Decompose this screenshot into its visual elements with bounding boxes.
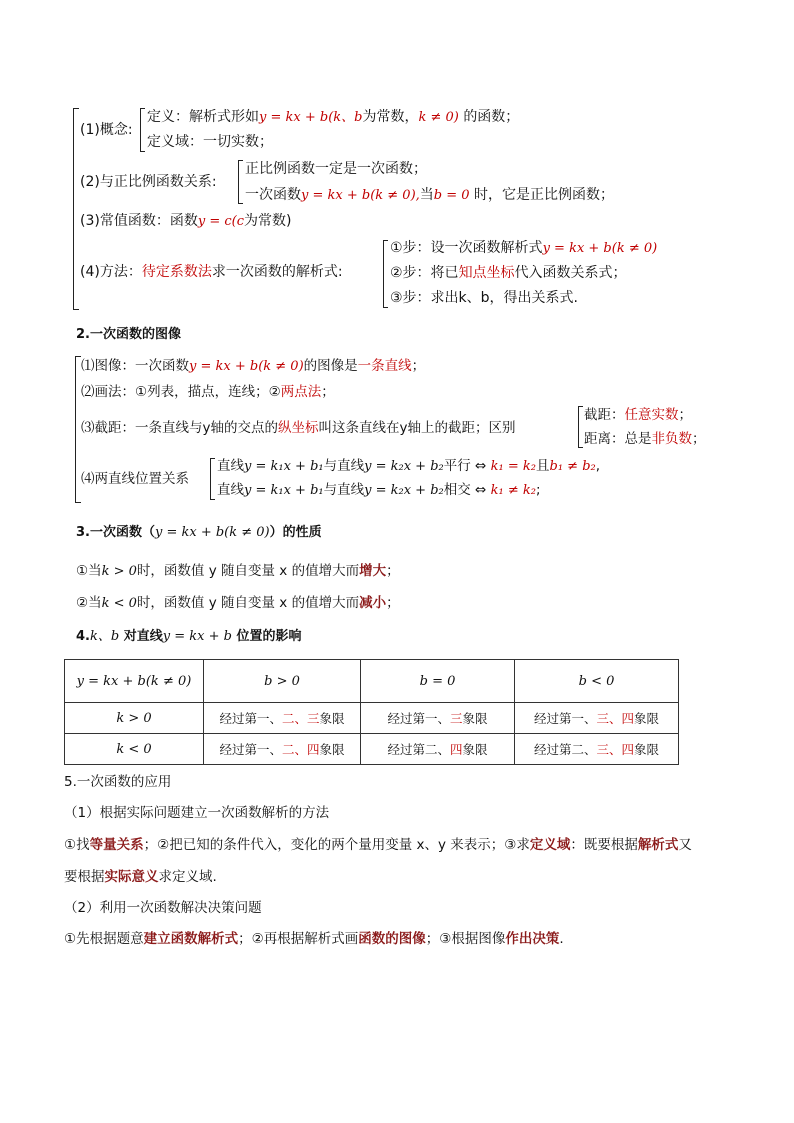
table-row [65,703,679,734]
concept-domain: 定义域：一切实数； [147,134,273,150]
table-cell: 经过第二、三、四象限 [515,734,679,765]
property-decrease: ②当k < 0时，函数值 y 随自变量 x 的值增大而减小； [76,595,400,611]
section-2-heading: 2.一次函数的图像 [76,327,181,342]
concept-label: (1)概念: [80,122,133,138]
table-cell: 经过第一、三、四象限 [515,703,679,734]
table-header-cell: y = kx + b(k ≠ 0) [65,660,204,703]
position-parallel: 直线y = k₁x + b₁与直线y = k₂x + b₂平行 ⇔ k₁ = k₂且b₁ ≠ b₂, [217,458,601,474]
proportional-line-1: 正比例函数一定是一次函数； [245,161,427,177]
method-step-1: ①步：设一次函数解析式y = kx + b(k ≠ 0) [390,240,658,256]
position-label: ⑷两直线位置关系 [81,471,189,487]
application-sub-2: （2）利用一次函数解决决策问题 [64,900,262,916]
application-line-2: 要根据实际意义求定义域. [64,869,217,885]
method-brace [383,240,388,308]
section-4-heading: 4.k、b 对直线y = kx + b 位置的影响 [76,629,302,644]
table-row [65,734,679,765]
method-step-3: ③步：求出k、b，得出关系式. [390,290,578,306]
distance-definition: 距离：总是非负数； [584,431,706,447]
proportional-label: (2)与正比例函数关系: [80,174,217,190]
intercept-brace [578,406,583,448]
proportional-line-2: 一次函数y = kx + b(k ≠ 0),当b = 0 时，它是正比例函数； [245,187,614,203]
table-header-cell: b > 0 [204,660,361,703]
table-header-cell: b < 0 [515,660,679,703]
concept-brace [140,108,145,152]
table-cell: 经过第一、三象限 [361,703,515,734]
kb-table [64,659,679,765]
method-step-2: ②步：将已知点坐标代入函数关系式； [390,265,627,281]
constant-function: (3)常值函数：函数y = c(c为常数) [80,213,292,229]
table-cell: 经过第一、二、三象限 [204,703,361,734]
application-line-3: ①先根据题意建立函数解析式；②再根据解析式画函数的图像；③根据图像作出决策. [64,931,564,947]
table-cell: 经过第一、二、四象限 [204,734,361,765]
table-cell: k > 0 [65,703,204,734]
proportional-brace [238,160,243,204]
table-header-cell: b = 0 [361,660,515,703]
property-increase: ①当k > 0时，函数值 y 随自变量 x 的值增大而增大； [76,563,400,579]
position-intersect: 直线y = k₁x + b₁与直线y = k₂x + b₂相交 ⇔ k₁ ≠ k₂; [217,482,541,498]
position-brace [210,458,215,500]
method-label: (4)方法：待定系数法求一次函数的解析式: [80,264,343,280]
section-5-heading: 5.一次函数的应用 [64,774,172,790]
concept-definition: 定义：解析式形如y = kx + b(k、b为常数，k ≠ 0) 的函数； [147,109,520,125]
application-sub-1: （1）根据实际问题建立一次函数解析的方法 [64,805,330,821]
graph-intercept: ⑶截距：一条直线与y轴的交点的纵坐标叫这条直线在y轴上的截距；区别 [81,420,516,436]
table-header-row [65,660,679,703]
outer-brace [73,108,79,310]
intercept-definition: 截距：任意实数； [584,407,692,423]
section-3-heading: 3.一次函数（y = kx + b(k ≠ 0)）的性质 [76,525,322,540]
application-line-1: ①找等量关系；②把已知的条件代入，变化的两个量用变量 x、y 来表示；③求定义域：既要根据解析式又 [64,837,692,853]
graph-image: ⑴图像：一次函数y = kx + b(k ≠ 0)的图像是一条直线； [81,358,426,374]
table-cell: k < 0 [65,734,204,765]
table-cell: 经过第二、四象限 [361,734,515,765]
graph-drawing: ⑵画法：①列表，描点，连线；②两点法； [81,384,335,400]
